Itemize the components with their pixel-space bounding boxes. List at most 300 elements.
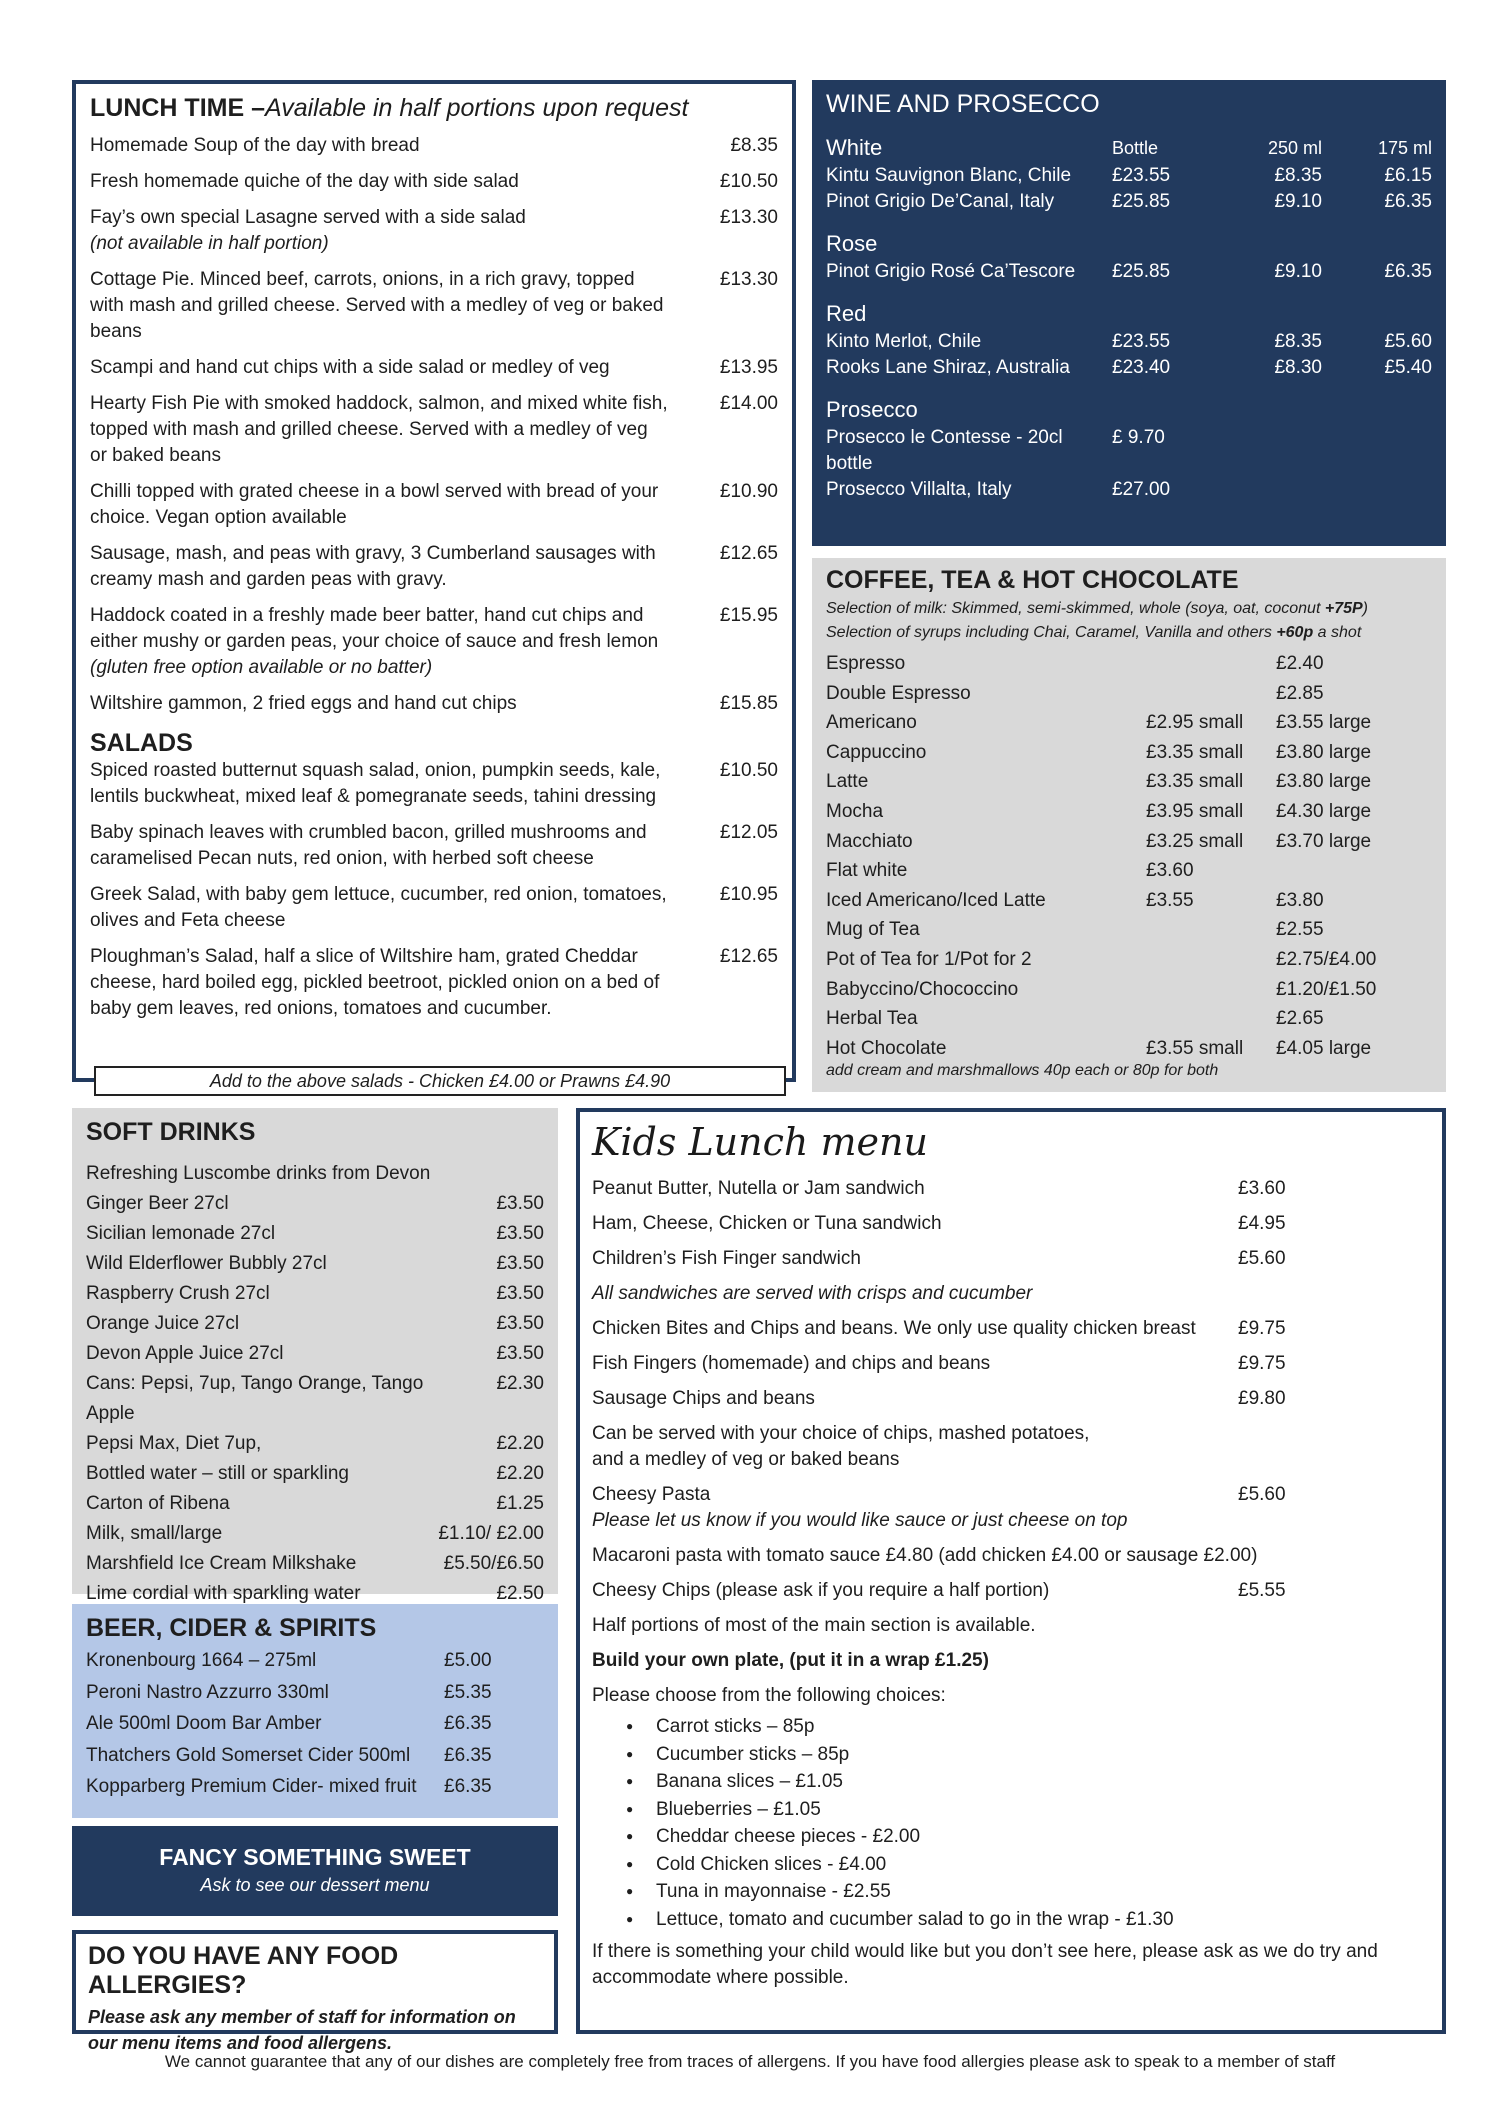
col-bottle-label: Bottle xyxy=(1112,138,1159,158)
coffee-small-price: £2.95 small xyxy=(1146,712,1244,734)
kids-item-text xyxy=(592,1613,1432,1639)
coffee-small-price: £3.55 xyxy=(1146,889,1194,911)
item-name: Fay’s own special Lasagne served with a side salad xyxy=(90,207,526,228)
coffee-item xyxy=(826,738,1432,768)
wine-bottle-price: £27.00 xyxy=(1112,479,1171,500)
item-price: £12.65 xyxy=(719,946,778,967)
col-250-label: 250 ml xyxy=(1267,138,1322,158)
wine-name: Kintu Sauvignon Blanc, Chile xyxy=(826,165,1072,186)
coffee-item xyxy=(826,975,1432,1005)
beer-name: Peroni Nastro Azzurro 330ml xyxy=(86,1681,329,1703)
kids-item-name: Macaroni pasta with tomato sauce £4.80 (add chicken £4.00 or sausage £2.00) xyxy=(592,1545,1258,1566)
soft-drinks-items xyxy=(86,1159,544,1609)
soft-drink-item xyxy=(86,1339,544,1369)
beer-name: Kronenbourg 1664 – 275ml xyxy=(86,1650,317,1671)
coffee-small-price xyxy=(1146,649,1276,679)
wine-group-header xyxy=(826,299,1432,329)
wine-175-price xyxy=(1322,477,1432,503)
wine-item xyxy=(826,329,1432,355)
coffee-small-price: £3.60 xyxy=(1146,860,1194,882)
kids-item xyxy=(592,1176,1430,1202)
kids-item-price: £4.95 xyxy=(1238,1213,1286,1234)
wine-175-price: £5.40 xyxy=(1384,357,1432,378)
kids-item-price: £5.60 xyxy=(1238,1248,1286,1269)
wine-group-name: Rose xyxy=(826,231,878,256)
lunch-title: LUNCH TIME –Available in half portions upon request xyxy=(90,94,689,122)
kids-item xyxy=(592,1351,1430,1377)
drink-name: Cans: Pepsi, 7up, Tango Orange, Tango Apple xyxy=(86,1373,424,1424)
kids-item-text xyxy=(592,1211,1238,1237)
coffee-small-price xyxy=(1146,1004,1276,1034)
coffee-items xyxy=(826,649,1432,1063)
menu-item xyxy=(90,205,778,257)
coffee-small-price: £3.35 small xyxy=(1146,771,1244,793)
beer-price: £5.35 xyxy=(444,1681,492,1703)
wine-bottle-price: £23.55 xyxy=(1112,331,1171,352)
kids-item-name: Children’s Fish Finger sandwich xyxy=(592,1248,861,1269)
item-text xyxy=(90,603,698,681)
coffee-small-price xyxy=(1146,679,1276,709)
wine-175-price: £6.15 xyxy=(1384,165,1432,186)
item-text xyxy=(90,479,698,531)
build-choice-item: ● Banana slices – £1.05 xyxy=(626,1768,1430,1796)
beer-items xyxy=(86,1645,544,1803)
item-price: £13.95 xyxy=(719,357,778,378)
kids-item-note: Please let us know if you would like sauce or just cheese on top xyxy=(592,1510,1128,1531)
kids-item xyxy=(592,1421,1430,1473)
drink-name: Ginger Beer 27cl xyxy=(86,1193,229,1214)
item-name: Chilli topped with grated cheese in a bowl served with bread of your choice. Vegan option available xyxy=(90,481,659,528)
build-choices-list xyxy=(626,1713,1430,1933)
wine-name: Rooks Lane Shiraz, Australia xyxy=(826,357,1070,378)
item-text xyxy=(90,882,698,934)
beer-item xyxy=(86,1645,544,1677)
coffee-item xyxy=(826,945,1432,975)
wine-group-name: White xyxy=(826,135,883,160)
item-price: £10.50 xyxy=(719,171,778,192)
wine-bottle-price: £23.55 xyxy=(1112,165,1171,186)
beer-price: £6.35 xyxy=(444,1744,492,1766)
coffee-large-price: £1.20/£1.50 xyxy=(1276,978,1377,1000)
beer-price: £5.00 xyxy=(444,1650,492,1671)
beer-item xyxy=(86,1740,544,1772)
soft-drinks-section xyxy=(72,1108,558,1604)
item-name: Ploughman’s Salad, half a slice of Wiltshire ham, grated Cheddar cheese, hard boiled egg, pickled beetroot, pickled onion on a bed of baby gem leaves, red onions, tomatoes and cucumber. xyxy=(90,946,660,1019)
drink-name: Carton of Ribena xyxy=(86,1493,230,1514)
coffee-item xyxy=(826,708,1432,738)
kids-item-text xyxy=(592,1578,1238,1604)
coffee-item xyxy=(826,856,1432,886)
wine-item xyxy=(826,355,1432,381)
kids-item xyxy=(592,1613,1430,1639)
salad-add-note: Add to the above salads - Chicken £4.00 or Prawns £4.90 xyxy=(94,1066,786,1096)
kids-item xyxy=(592,1246,1430,1272)
beer-price: £6.35 xyxy=(444,1776,492,1797)
coffee-small-price xyxy=(1146,945,1276,975)
coffee-name: Latte xyxy=(826,771,869,793)
kids-item xyxy=(592,1211,1430,1237)
coffee-item xyxy=(826,649,1432,679)
coffee-name: Espresso xyxy=(826,653,906,674)
build-choice-item: ● Cucumber sticks – 85p xyxy=(626,1741,1430,1769)
item-name: Baby spinach leaves with crumbled bacon, grilled mushrooms and caramelised Pecan nuts, red onion, with herbed soft cheese xyxy=(90,822,647,869)
coffee-small-price: £3.55 small xyxy=(1146,1037,1244,1059)
kids-item-text xyxy=(592,1386,1238,1412)
coffee-item xyxy=(826,827,1432,857)
kids-item-name: Sausage Chips and beans xyxy=(592,1388,815,1409)
coffee-large-price: £2.75/£4.00 xyxy=(1276,948,1377,970)
allergen-disclaimer: We cannot guarantee that any of our dishes are completely free from traces of allergens. If you have food allergies please ask to speak to a member of staff xyxy=(164,2052,1336,2071)
item-text xyxy=(90,355,698,381)
coffee-small-price: £3.35 small xyxy=(1146,741,1244,763)
kids-item-price: £5.60 xyxy=(1238,1484,1286,1505)
coffee-large-price: £3.80 xyxy=(1276,889,1324,911)
soft-drink-item xyxy=(86,1369,544,1429)
kids-menu-section xyxy=(576,1108,1446,2034)
menu-item xyxy=(90,603,778,681)
build-choice-item: ● Cold Chicken slices - £4.00 xyxy=(626,1851,1430,1879)
item-name: Wiltshire gammon, 2 fried eggs and hand cut chips xyxy=(90,693,517,714)
beer-item xyxy=(86,1708,544,1740)
drink-price: £3.50 xyxy=(496,1283,544,1304)
coffee-item xyxy=(826,915,1432,945)
item-name: Scampi and hand cut chips with a side salad or medley of veg xyxy=(90,357,610,378)
item-text xyxy=(90,205,698,257)
coffee-large-price: £3.80 large xyxy=(1276,741,1372,763)
soft-drink-item xyxy=(86,1549,544,1579)
coffee-item xyxy=(826,679,1432,709)
dessert-title: FANCY SOMETHING SWEET xyxy=(159,1844,471,1870)
soft-drink-item xyxy=(86,1279,544,1309)
wine-item xyxy=(826,477,1432,503)
wine-group-header xyxy=(826,229,1432,259)
menu-item xyxy=(90,691,778,717)
soft-drink-item xyxy=(86,1159,544,1189)
lunch-items xyxy=(90,133,778,717)
salad-items xyxy=(90,758,778,1022)
item-name: Cottage Pie. Minced beef, carrots, onions, in a rich gravy, topped with mash and grilled cheese. Served with a medley of veg or baked beans xyxy=(90,269,664,342)
allergy-title: DO YOU HAVE ANY FOOD ALLERGIES? xyxy=(88,1942,399,1999)
wine-250-price: £8.35 xyxy=(1274,331,1322,352)
kids-item-text xyxy=(592,1351,1238,1377)
wine-bottle-price: £ 9.70 xyxy=(1112,427,1165,448)
kids-item-name: Cheesy Chips (please ask if you require a half portion) xyxy=(592,1580,1050,1601)
coffee-small-price xyxy=(1146,975,1276,1005)
wine-name: Prosecco Villalta, Italy xyxy=(826,479,1012,500)
coffee-name: Double Espresso xyxy=(826,682,971,704)
coffee-large-price: £2.85 xyxy=(1276,682,1324,704)
wine-250-price: £8.30 xyxy=(1274,357,1322,378)
wine-item xyxy=(826,425,1432,477)
wine-name: Prosecco le Contesse - 20cl bottle xyxy=(826,427,1063,474)
wine-item xyxy=(826,259,1432,285)
drink-name: Refreshing Luscombe drinks from Devon xyxy=(86,1163,431,1184)
wine-250-price xyxy=(1212,477,1322,503)
item-text xyxy=(90,541,698,593)
drink-name: Bottled water – still or sparkling xyxy=(86,1463,349,1484)
item-text xyxy=(90,758,698,810)
kids-closing-text: If there is something your child would like but you don’t see here, please ask as we do try and accommodate where possible. xyxy=(592,1941,1378,1988)
kids-item-name: Ham, Cheese, Chicken or Tuna sandwich xyxy=(592,1213,942,1234)
build-choice-item: ● Blueberries – £1.05 xyxy=(626,1796,1430,1824)
coffee-large-price: £3.80 large xyxy=(1276,771,1372,793)
coffee-name: Herbal Tea xyxy=(826,1008,918,1030)
beer-name: Thatchers Gold Somerset Cider 500ml xyxy=(86,1744,411,1766)
coffee-name: Pot of Tea for 1/Pot for 2 xyxy=(826,948,1032,970)
soft-drink-item xyxy=(86,1429,544,1459)
item-name: Fresh homemade quiche of the day with side salad xyxy=(90,171,519,192)
menu-item xyxy=(90,541,778,593)
drink-price: £3.50 xyxy=(496,1193,544,1214)
coffee-title: COFFEE, TEA & HOT CHOCOLATE xyxy=(826,566,1239,594)
milk-note: Selection of milk: Skimmed, semi-skimmed, whole (soya, oat, coconut +75P) xyxy=(826,600,1368,617)
beer-section xyxy=(72,1604,558,1818)
soft-drink-item xyxy=(86,1249,544,1279)
wine-group-name: Prosecco xyxy=(826,397,918,422)
drink-price: £5.50/£6.50 xyxy=(443,1553,544,1574)
coffee-name: Cappuccino xyxy=(826,741,927,763)
drink-name: Orange Juice 27cl xyxy=(86,1313,240,1334)
menu-item xyxy=(90,944,778,1022)
item-price: £10.95 xyxy=(719,884,778,905)
coffee-small-price xyxy=(1146,915,1276,945)
kids-item-name: All sandwiches are served with crisps and cucumber xyxy=(592,1283,1033,1304)
coffee-name: Mocha xyxy=(826,800,884,822)
kids-item-name: Chicken Bites and Chips and beans. We only use quality chicken breast xyxy=(592,1318,1196,1339)
drink-name: Marshfield Ice Cream Milkshake xyxy=(86,1553,357,1574)
coffee-name: Flat white xyxy=(826,860,908,882)
wine-name: Pinot Grigio De’Canal, Italy xyxy=(826,191,1055,212)
item-price: £8.35 xyxy=(730,135,778,156)
wine-250-price: £9.10 xyxy=(1274,261,1322,282)
item-price: £14.00 xyxy=(719,393,778,414)
soft-drink-item xyxy=(86,1459,544,1489)
kids-item-price: £9.75 xyxy=(1238,1318,1286,1339)
item-text xyxy=(90,691,698,717)
dessert-banner xyxy=(72,1826,558,1916)
kids-item-name: Half portions of most of the main section is available. xyxy=(592,1615,1036,1636)
wine-250-price: £9.10 xyxy=(1274,191,1322,212)
kids-item-name: Can be served with your choice of chips, mashed potatoes, and a medley of veg or baked beans xyxy=(592,1423,1090,1470)
drink-name: Sicilian lemonade 27cl xyxy=(86,1223,276,1244)
coffee-item xyxy=(826,886,1432,916)
wine-group-header xyxy=(826,133,1432,163)
kids-item-name: Peanut Butter, Nutella or Jam sandwich xyxy=(592,1178,925,1199)
drink-price: £3.50 xyxy=(496,1253,544,1274)
item-price: £13.30 xyxy=(719,269,778,290)
drink-name: Devon Apple Juice 27cl xyxy=(86,1343,284,1364)
item-price: £10.90 xyxy=(719,481,778,502)
item-price: £12.65 xyxy=(719,543,778,564)
coffee-item xyxy=(826,1004,1432,1034)
drink-price xyxy=(434,1159,544,1189)
kids-menu-items xyxy=(592,1176,1430,1639)
build-choice-item: ● Lettuce, tomato and cucumber salad to go in the wrap - £1.30 xyxy=(626,1906,1430,1934)
kids-item-text xyxy=(592,1543,1432,1569)
coffee-item xyxy=(826,797,1432,827)
wine-item xyxy=(826,189,1432,215)
item-text xyxy=(90,820,698,872)
item-note: (gluten free option available or no batter) xyxy=(90,657,433,678)
menu-item xyxy=(90,820,778,872)
drink-price: £3.50 xyxy=(496,1343,544,1364)
coffee-large-price: £2.65 xyxy=(1276,1008,1324,1030)
build-choice-item: ● Tuna in mayonnaise - £2.55 xyxy=(626,1878,1430,1906)
item-name: Spiced roasted butternut squash salad, onion, pumpkin seeds, kale, lentils buckwheat, mixed leaf & pomegranate seeds, tahini dressing xyxy=(90,760,661,807)
item-price: £13.30 xyxy=(719,207,778,228)
wine-section xyxy=(812,80,1446,546)
kids-item-text xyxy=(592,1246,1238,1272)
choose-text: Please choose from the following choices: xyxy=(592,1685,946,1706)
beer-item xyxy=(86,1677,544,1709)
wine-bottle-price: £25.85 xyxy=(1112,261,1171,282)
col-175-label: 175 ml xyxy=(1377,138,1432,158)
menu-item xyxy=(90,133,778,159)
menu-item xyxy=(90,758,778,810)
salads-title: SALADS xyxy=(90,729,193,757)
drink-name: Lime cordial with sparkling water xyxy=(86,1583,361,1604)
build-your-own-title: Build your own plate, (put it in a wrap £1.25) xyxy=(592,1650,989,1671)
coffee-footnote: add cream and marshmallows 40p each or 80p for both xyxy=(826,1062,1219,1080)
kids-item-price: £9.80 xyxy=(1238,1388,1286,1409)
beer-name: Kopparberg Premium Cider- mixed fruit xyxy=(86,1776,417,1797)
wine-groups xyxy=(826,133,1432,503)
kids-item xyxy=(592,1316,1430,1342)
item-text xyxy=(90,169,698,195)
menu-item xyxy=(90,882,778,934)
kids-item-name: Fish Fingers (homemade) and chips and beans xyxy=(592,1353,991,1374)
item-price: £12.05 xyxy=(719,822,778,843)
wine-175-price: £6.35 xyxy=(1384,261,1432,282)
drink-price: £3.50 xyxy=(496,1313,544,1334)
wine-name: Kinto Merlot, Chile xyxy=(826,331,982,352)
coffee-large-price: £3.55 large xyxy=(1276,712,1372,734)
soft-drink-item xyxy=(86,1519,544,1549)
drink-name: Wild Elderflower Bubbly 27cl xyxy=(86,1253,327,1274)
wine-175-price xyxy=(1322,425,1432,477)
drink-price: £2.30 xyxy=(496,1373,544,1394)
menu-item xyxy=(90,355,778,381)
item-text xyxy=(90,133,698,159)
soft-drink-item xyxy=(86,1489,544,1519)
wine-250-price: £8.35 xyxy=(1274,165,1322,186)
soft-drink-item xyxy=(86,1309,544,1339)
kids-item xyxy=(592,1578,1430,1604)
kids-item-price: £3.60 xyxy=(1238,1178,1286,1199)
wine-175-price: £5.60 xyxy=(1384,331,1432,352)
menu-item xyxy=(90,391,778,469)
drink-price: £2.20 xyxy=(496,1433,544,1454)
drink-name: Milk, small/large xyxy=(86,1523,223,1544)
kids-item xyxy=(592,1281,1430,1307)
syrup-note: Selection of syrups including Chai, Caramel, Vanilla and others +60p a shot xyxy=(826,624,1362,641)
kids-item-text xyxy=(592,1421,1112,1473)
item-text xyxy=(90,944,698,1022)
wine-bottle-price: £23.40 xyxy=(1112,357,1171,378)
drink-price: £3.50 xyxy=(496,1223,544,1244)
coffee-small-price: £3.95 small xyxy=(1146,800,1244,822)
wine-250-price xyxy=(1212,425,1322,477)
coffee-large-price: £4.05 large xyxy=(1276,1037,1372,1059)
kids-item-text xyxy=(592,1176,1238,1202)
build-choice-item: ● Carrot sticks – 85p xyxy=(626,1713,1430,1741)
item-name: Homemade Soup of the day with bread xyxy=(90,135,420,156)
coffee-name: Iced Americano/Iced Latte xyxy=(826,889,1046,911)
kids-item-price: £9.75 xyxy=(1238,1353,1286,1374)
coffee-large-price xyxy=(1276,856,1426,886)
kids-item-text xyxy=(592,1316,1238,1342)
item-name: Sausage, mash, and peas with gravy, 3 Cumberland sausages with creamy mash and garden peas with gravy. xyxy=(90,543,656,590)
coffee-name: Hot Chocolate xyxy=(826,1037,947,1059)
kids-item-text xyxy=(592,1281,1238,1307)
coffee-large-price: £2.55 xyxy=(1276,919,1324,941)
item-name: Hearty Fish Pie with smoked haddock, salmon, and mixed white fish, topped with mash and grilled cheese. Served with a medley of veg or baked beans xyxy=(90,393,668,466)
beer-item xyxy=(86,1771,544,1803)
coffee-large-price: £2.40 xyxy=(1276,653,1324,674)
item-price: £15.95 xyxy=(719,605,778,626)
wine-group-header xyxy=(826,395,1432,425)
dessert-subtitle: Ask to see our dessert menu xyxy=(200,1875,430,1895)
lunch-section xyxy=(72,80,796,1091)
item-price: £15.85 xyxy=(719,693,778,714)
item-name: Greek Salad, with baby gem lettuce, cucumber, red onion, tomatoes, olives and Feta cheese xyxy=(90,884,667,931)
drink-name: Pepsi Max, Diet 7up, xyxy=(86,1433,262,1454)
wine-title: WINE AND PROSECCO xyxy=(826,90,1100,118)
menu-item xyxy=(90,169,778,195)
coffee-item xyxy=(826,767,1432,797)
kids-item xyxy=(592,1386,1430,1412)
coffee-large-price: £4.30 large xyxy=(1276,800,1372,822)
coffee-name: Macchiato xyxy=(826,830,913,852)
kids-item-text xyxy=(592,1482,1238,1534)
soft-drinks-title: SOFT DRINKS xyxy=(86,1118,256,1146)
menu-item xyxy=(90,267,778,345)
coffee-large-price: £3.70 large xyxy=(1276,830,1372,852)
allergy-text: Please ask any member of staff for information on our menu items and food allergens. xyxy=(88,2007,516,2053)
build-choice-item: ● Cheddar cheese pieces - £2.00 xyxy=(626,1823,1430,1851)
kids-item xyxy=(592,1482,1430,1534)
beer-name: Ale 500ml Doom Bar Amber xyxy=(86,1713,322,1734)
item-text xyxy=(90,391,698,469)
coffee-section xyxy=(812,558,1446,1092)
soft-drink-item xyxy=(86,1189,544,1219)
coffee-name: Americano xyxy=(826,712,917,734)
menu-item xyxy=(90,479,778,531)
beer-price: £6.35 xyxy=(444,1713,492,1734)
drink-name: Raspberry Crush 27cl xyxy=(86,1283,270,1304)
beer-title: BEER, CIDER & SPIRITS xyxy=(86,1614,377,1642)
item-price: £10.50 xyxy=(719,760,778,781)
wine-group-name: Red xyxy=(826,301,867,326)
coffee-small-price: £3.25 small xyxy=(1146,830,1244,852)
wine-175-price: £6.35 xyxy=(1384,191,1432,212)
item-note: (not available in half portion) xyxy=(90,233,329,254)
drink-price: £2.50 xyxy=(496,1583,544,1604)
kids-item-name: Cheesy Pasta xyxy=(592,1484,711,1505)
item-text xyxy=(90,267,698,345)
wine-name: Pinot Grigio Rosé Ca’Tescore xyxy=(826,261,1076,282)
allergy-section xyxy=(72,1930,558,2053)
wine-bottle-price: £25.85 xyxy=(1112,191,1171,212)
kids-item-price: £5.55 xyxy=(1238,1580,1286,1601)
drink-price: £1.25 xyxy=(496,1493,544,1514)
coffee-name: Mug of Tea xyxy=(826,919,920,941)
kids-menu-title: Kids Lunch menu xyxy=(592,1120,928,1164)
kids-item xyxy=(592,1543,1430,1569)
drink-price: £2.20 xyxy=(496,1463,544,1484)
drink-price: £1.10/ £2.00 xyxy=(438,1523,544,1544)
soft-drink-item xyxy=(86,1219,544,1249)
